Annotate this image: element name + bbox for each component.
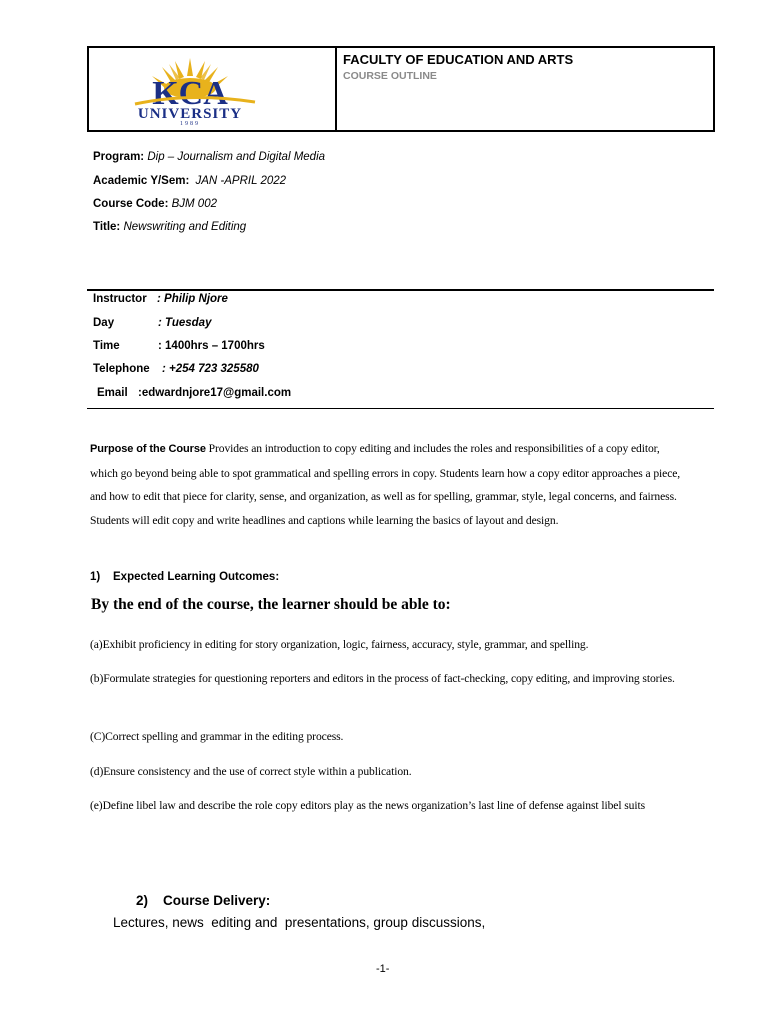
outcomes-heading: 1) Expected Learning Outcomes: <box>90 571 280 583</box>
course-outline-subtitle: COURSE OUTLINE <box>343 70 437 82</box>
title-value: Newswriting and Editing <box>123 221 247 233</box>
outcome-item-c: (C)Correct spelling and grammar in the editing process. <box>90 730 344 743</box>
academic-year-label: Academic Y/Sem: <box>93 175 190 187</box>
day-row <box>93 317 212 329</box>
university-logo <box>105 52 275 126</box>
title-label: Title: <box>93 221 121 233</box>
header-table <box>87 46 715 132</box>
delivery-text: Lectures, news editing and presentations, group discussions, <box>113 915 486 930</box>
course-code-value: BJM 002 <box>171 198 217 210</box>
time-row <box>93 340 265 352</box>
day-value: : Tuesday <box>158 317 212 329</box>
program-value: Dip – Journalism and Digital Media <box>147 151 326 163</box>
program-row <box>93 151 325 163</box>
telephone-row <box>93 363 259 375</box>
telephone-label: Telephone <box>93 363 150 375</box>
course-code-row <box>93 198 217 210</box>
purpose-label: Purpose of the Course <box>90 443 206 455</box>
logo-year-text: 1989 <box>180 121 200 126</box>
academic-year-value: JAN -APRIL 2022 <box>195 175 287 187</box>
program-label: Program: <box>93 151 145 163</box>
logo-cell <box>89 48 337 130</box>
logo-kca-text: KCA <box>152 75 228 112</box>
instructor-top-divider <box>87 289 714 291</box>
email-row <box>97 387 292 399</box>
instructor-label: Instructor <box>93 293 147 305</box>
telephone-value: : +254 723 325580 <box>162 363 259 375</box>
email-value[interactable]: :edwardnjore17@gmail.com <box>138 387 292 399</box>
outcomes-lead: By the end of the course, the learner should be able to: <box>91 596 451 613</box>
outcome-item-a: (a)Exhibit proficiency in editing for story organization, logic, fairness, accuracy, style, grammar, and spelling. <box>90 638 589 651</box>
time-value: : 1400hrs – 1700hrs <box>158 340 265 352</box>
purpose-paragraph <box>90 437 690 532</box>
outcome-item-d: (d)Ensure consistency and the use of correct style within a publication. <box>90 765 412 778</box>
faculty-title: FACULTY OF EDUCATION AND ARTS <box>343 52 574 67</box>
instructor-bottom-divider <box>87 408 714 409</box>
page-number: -1- <box>376 963 390 975</box>
title-row <box>93 221 246 233</box>
course-code-label: Course Code: <box>93 198 169 210</box>
purpose-text: Provides an introduction to copy editing and includes the roles and responsibilities of a copy editor, which go beyond being able to spot grammatical and spelling errors in copy. Students learn how a copy editor approaches a piece, and how to edit that piece for clarity, sense, and organization, as well as for spelling, grammar, style, legal concerns, and fairness. Students will edit copy and write headlines and captions while learning the basics of layout and design. <box>90 442 681 527</box>
email-label: Email <box>97 387 128 399</box>
instructor-value: : Philip Njore <box>157 293 228 305</box>
time-label: Time <box>93 340 120 352</box>
outcome-item-e: (e)Define libel law and describe the role copy editors play as the news organization’s last line of defense against libel suits <box>90 799 646 812</box>
academic-year-row <box>93 175 286 187</box>
logo-university-text: UNIVERSITY <box>137 106 243 122</box>
outcome-item-b: (b)Formulate strategies for questioning reporters and editors in the process of fact-checking, copy editing, and improving stories. <box>90 672 675 685</box>
instructor-row <box>93 293 228 305</box>
delivery-heading: 2) Course Delivery: <box>136 893 271 908</box>
title-cell <box>337 48 713 130</box>
day-label: Day <box>93 317 115 329</box>
